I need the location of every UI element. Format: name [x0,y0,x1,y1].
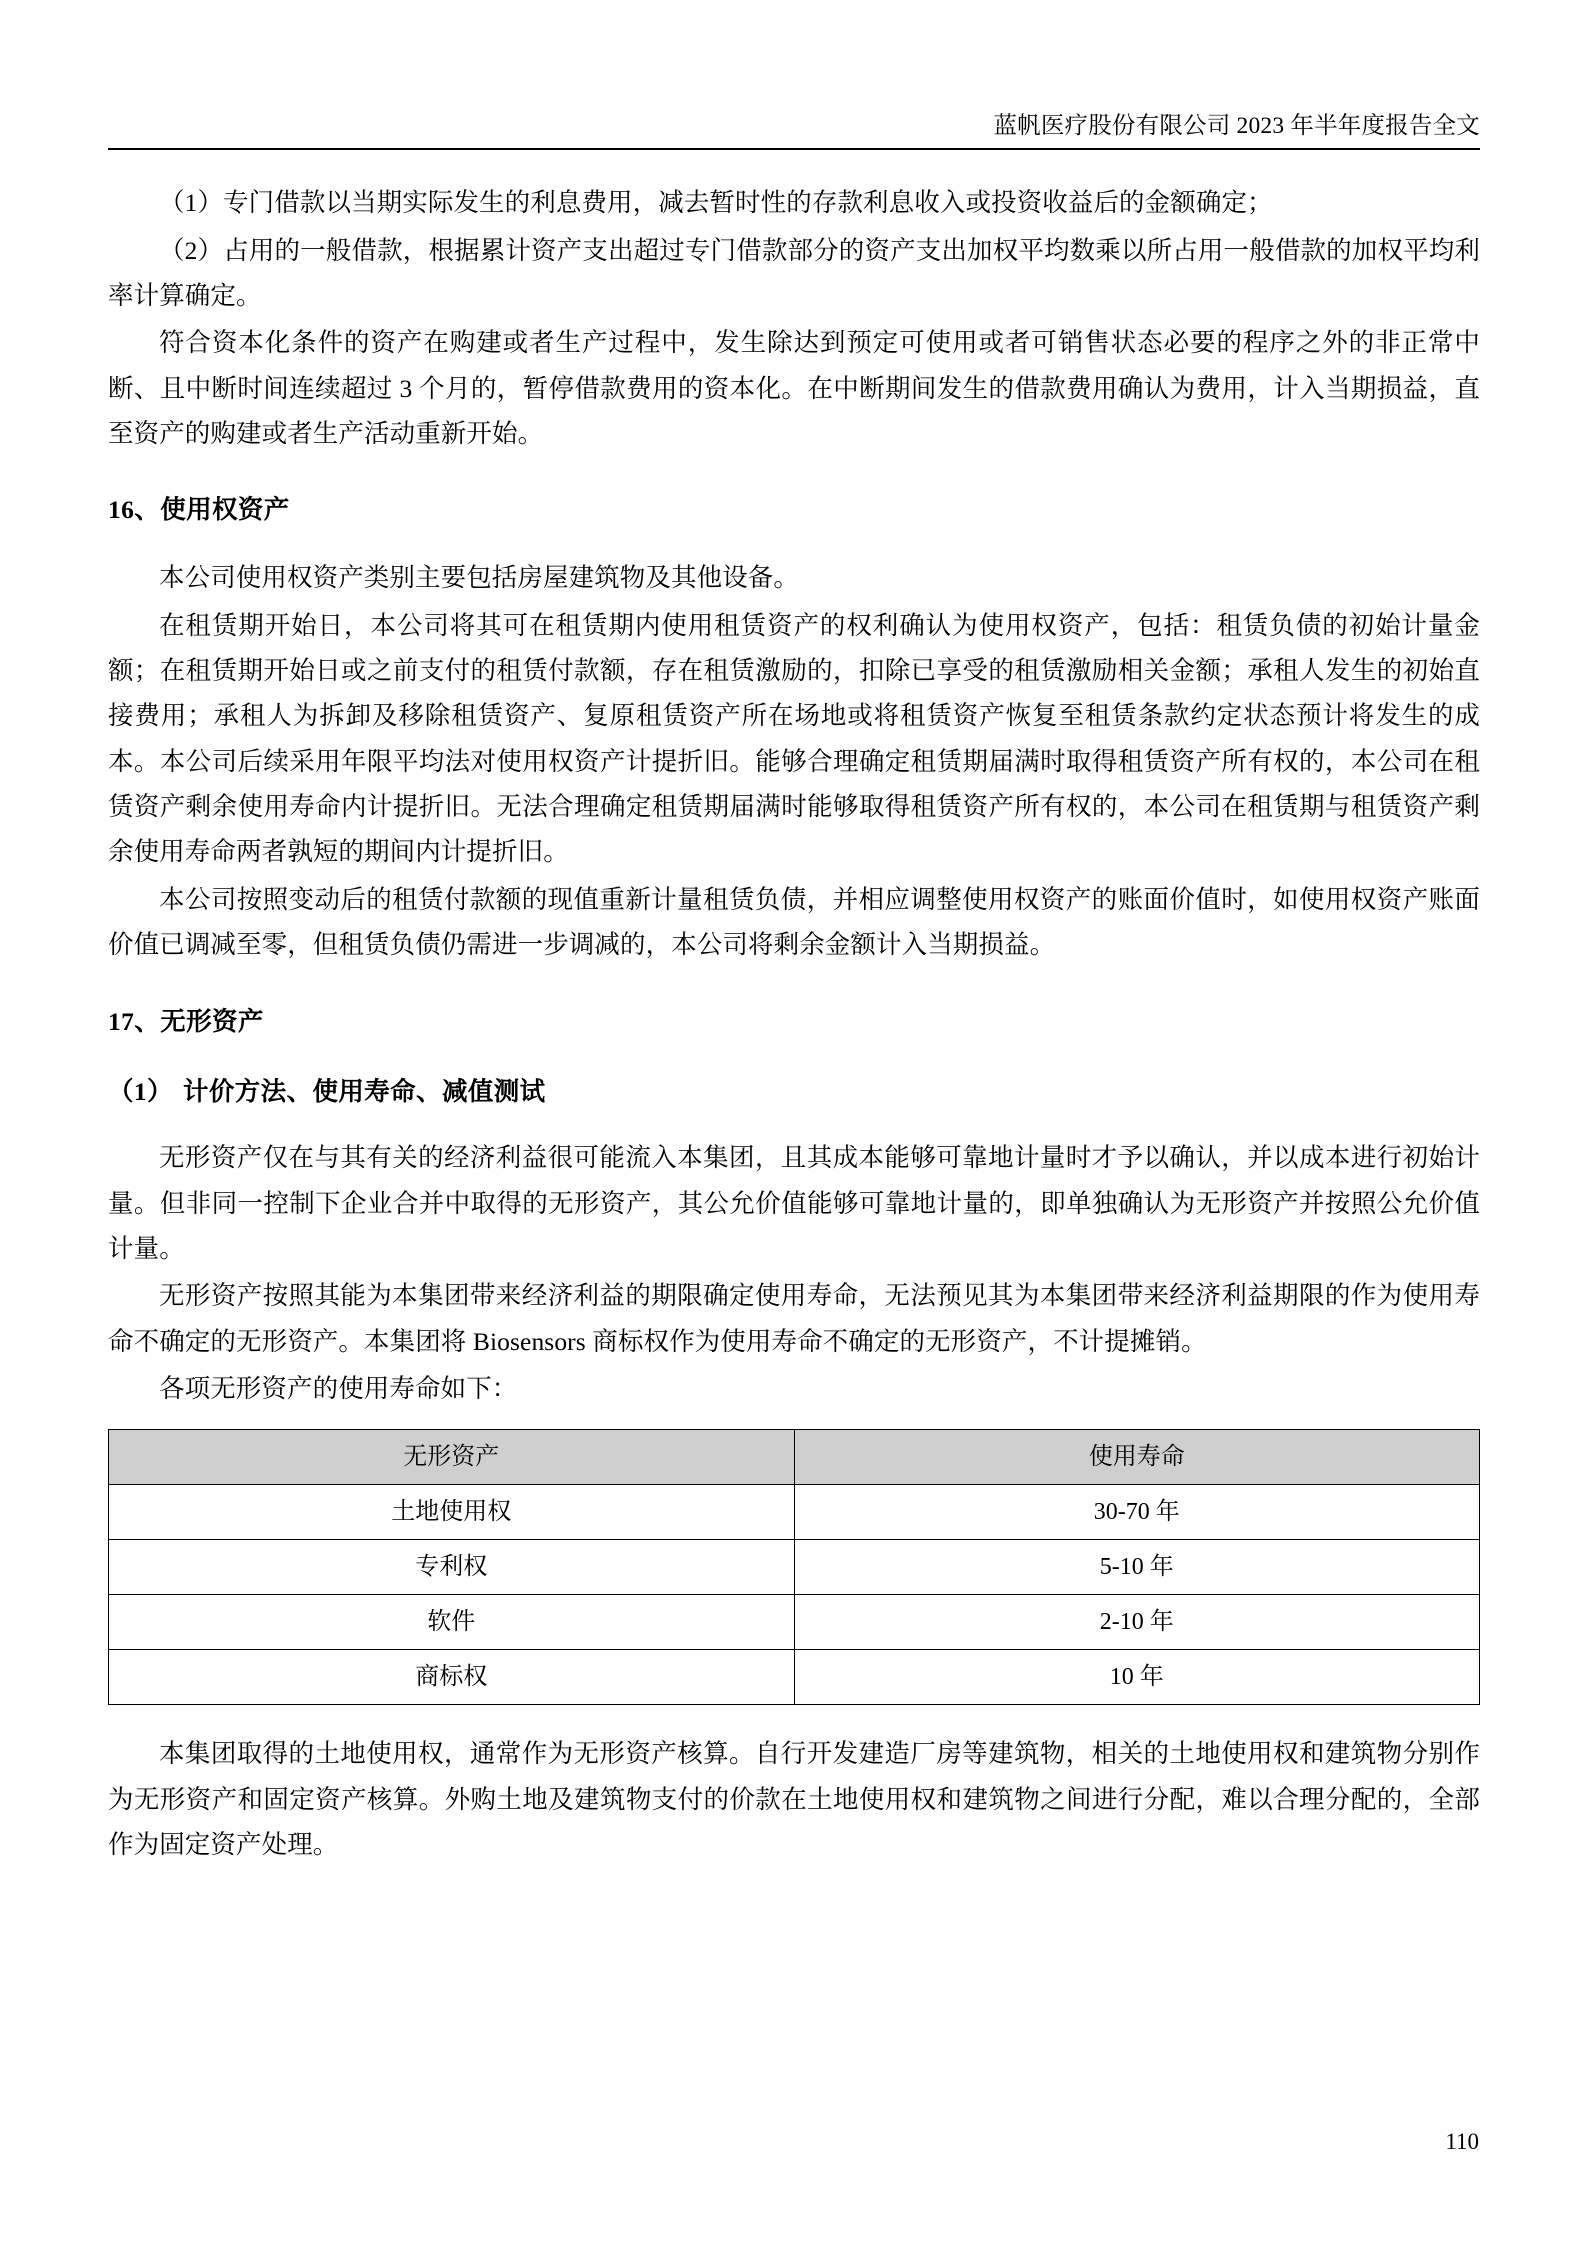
cell-asset-name: 专利权 [109,1540,795,1595]
table-header-row [109,1430,1480,1485]
page-content [108,112,1480,1870]
cell-useful-life: 30-70 年 [794,1485,1480,1540]
subsection-heading-17-1 [108,1072,1480,1113]
column-header-asset: 无形资产 [109,1430,795,1485]
lease-liability-remeasurement: 本公司按照变动后的租赁付款额的现值重新计量租赁负债，并相应调整使用权资产的账面价值时，如使用权资产账面价值已调减至零，但租赁负债仍需进一步调减的，本公司将剩余金额计入当期损益。 [108,884,1480,960]
intangible-useful-life-table [108,1429,1480,1705]
table-row [109,1595,1480,1650]
borrowing-cost-item-2: （2）占用的一般借款，根据累计资产支出超过专门借款部分的资产支出加权平均数乘以所占用一般借款的加权平均利率计算确定。 [108,235,1480,310]
table-row [109,1650,1480,1705]
section-heading-16: 16、使用权资产 [108,495,290,525]
cell-useful-life: 5-10 年 [794,1540,1480,1595]
subsection-number: （1） [108,1077,173,1107]
land-use-right-paragraph: 本集团取得的土地使用权，通常作为无形资产核算。自行开发建造厂房等建筑物，相关的土地使用权和建筑物分别作为无形资产和固定资产核算。外购土地及建筑物支付的价款在土地使用权和建筑物之间进行分配，难以合理分配的，全部作为固定资产处理。 [108,1739,1480,1860]
borrowing-cost-item-1: （1）专门借款以当期实际发生的利息费用，减去暂时性的存款利息收入或投资收益后的金额确定； [159,188,1273,218]
right-of-use-asset-categories: 本公司使用权资产类别主要包括房屋建筑物及其他设备。 [159,563,800,593]
document-body [108,150,1480,1867]
cell-asset-name: 土地使用权 [109,1485,795,1540]
table-row [109,1540,1480,1595]
running-header: 蓝帆医疗股份有限公司 2023 年半年度报告全文 [993,113,1480,139]
subsection-title: 计价方法、使用寿命、减值测试 [182,1077,546,1107]
capitalization-suspension-paragraph: 符合资本化条件的资产在购建或者生产过程中，发生除达到预定可使用或者可销售状态必要的程序之外的非正常中断、且中断时间连续超过 3 个月的，暂停借款费用的资本化。在中断期间发生的借款费用确认为费用，计入当期损益，直至资产的购建或者生产活动重新开始。 [108,328,1480,449]
page-number: 110 [1445,2129,1479,2154]
cell-useful-life: 2-10 年 [794,1595,1480,1650]
table-row [109,1485,1480,1540]
table-intro-text: 各项无形资产的使用寿命如下： [159,1374,518,1404]
right-of-use-asset-measurement: 在租赁期开始日，本公司将其可在租赁期内使用租赁资产的权利确认为使用权资产，包括：租赁负债的初始计量金额；在租赁期开始日或之前支付的租赁付款额，存在租赁激励的，扣除已享受的租赁激励相关金额；承租人发生的初始直接费用；承租人为拆卸及移除租赁资产、复原租赁资产所在场地或将租赁资产恢复至租赁条款约定状态预计将发生的成本。本公司后续采用年限平均法对使用权资产计提折旧。能够合理确定租赁期届满时取得租赁资产所有权的，本公司在租赁资产剩余使用寿命内计提折旧。无法合理确定租赁期届满时能够取得租赁资产所有权的，本公司在租赁期与租赁资产剩余使用寿命两者孰短的期间内计提折旧。 [108,610,1480,867]
section-heading-17: 17、无形资产 [108,1006,264,1036]
cell-asset-name: 商标权 [109,1650,795,1705]
column-header-useful-life: 使用寿命 [794,1430,1480,1485]
cell-asset-name: 软件 [109,1595,795,1650]
intangible-useful-life-paragraph: 无形资产按照其能为本集团带来经济利益的期限确定使用寿命，无法预见其为本集团带来经济利益期限的作为使用寿命不确定的无形资产。本集团将 Biosensors 商标权作为使用寿命不确定的无形资产，不计提摊销。 [108,1281,1480,1356]
cell-useful-life: 10 年 [794,1650,1480,1705]
intangible-recognition-paragraph: 无形资产仅在与其有关的经济利益很可能流入本集团，且其成本能够可靠地计量时才予以确认，并以成本进行初始计量。但非同一控制下企业合并中取得的无形资产，其公允价值能够可靠地计量的，即单独确认为无形资产并按照公允价值计量。 [108,1143,1480,1263]
